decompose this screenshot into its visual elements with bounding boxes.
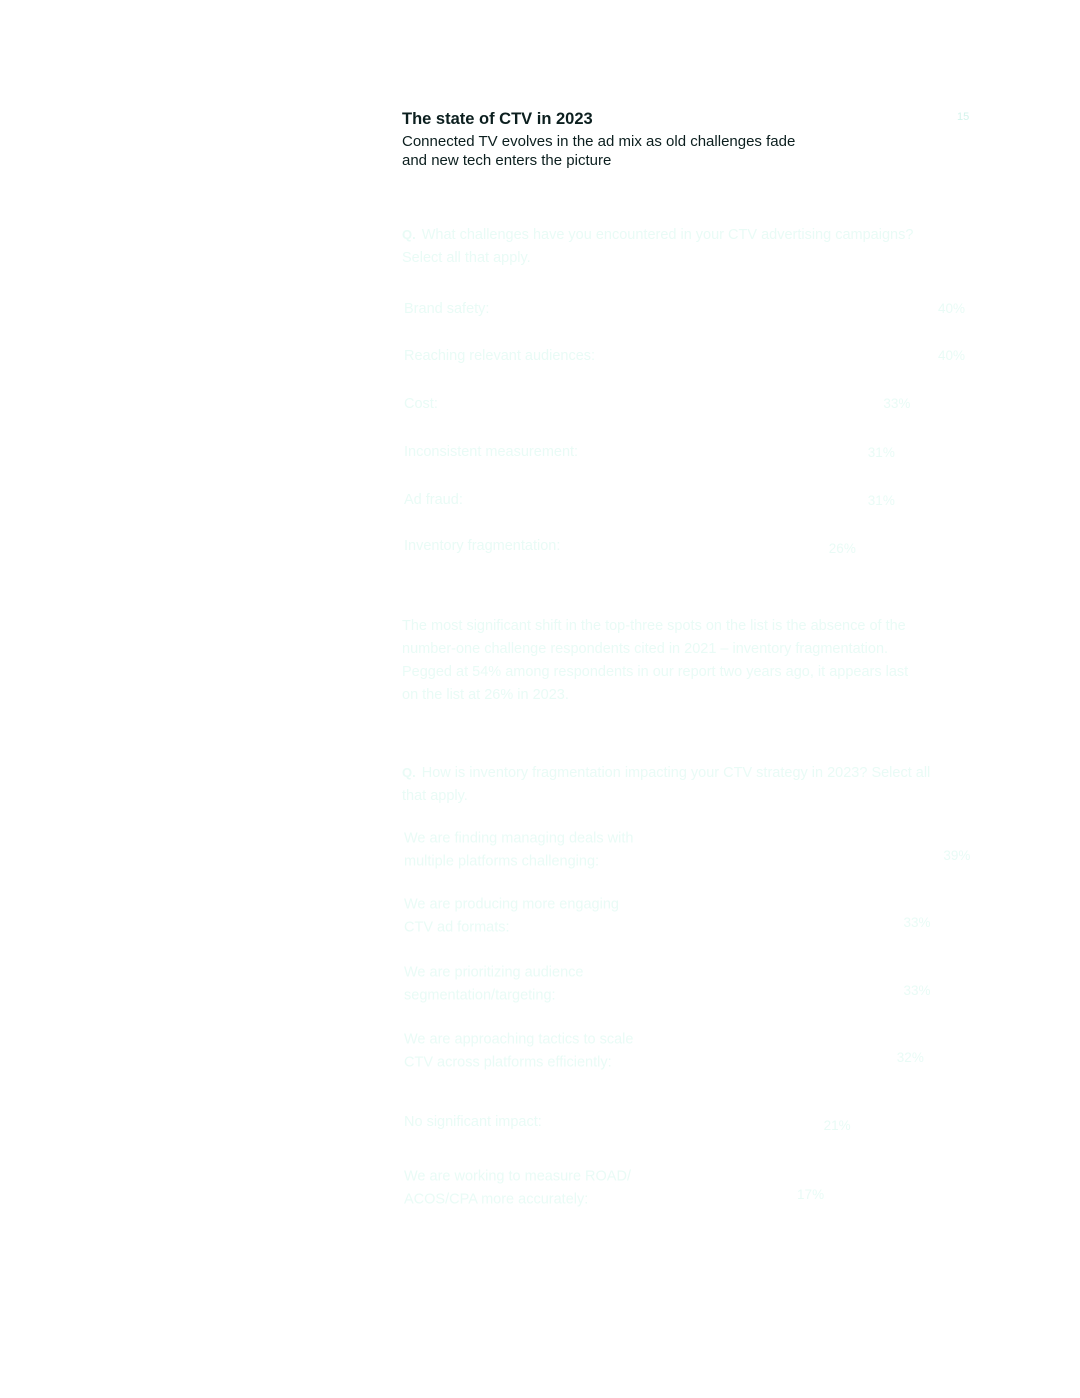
chart2-value-label-1: 33% — [903, 915, 931, 930]
chart1-value-label-1: 40% — [938, 348, 966, 363]
digiday-logo: DIGIDAY — [110, 108, 173, 125]
mntn-logo-text: mntn — [228, 106, 272, 125]
chart2-category-label-1: We are producing more engaging CTV ad formats: — [404, 896, 619, 936]
chart2-category-label-4: No significant impact: — [404, 1114, 542, 1130]
chart2-category-label-0: We are finding managing deals with multiple platforms challenging: — [404, 830, 634, 870]
page-subtitle-line1: Connected TV evolves in the ad mix as old challenges fade — [402, 133, 796, 150]
question-1-marker: Q. — [402, 227, 416, 242]
chart2-category-label-3: We are approaching tactics to scale CTV across platforms efficiently: — [404, 1031, 634, 1071]
chart2-value-label-5: 17% — [797, 1187, 825, 1202]
chart2-category-label-5: We are working to measure ROAD/ ACOS/CPA more accurately: — [404, 1168, 631, 1208]
chart1-value-label-3: 31% — [867, 445, 895, 460]
chart1-value-label-4: 31% — [867, 493, 895, 508]
question-2-line1: How is inventory fragmentation impacting your CTV strategy in 2023? Select all — [421, 765, 931, 781]
chart1-category-label-1: Reaching relevant audiences: — [404, 348, 596, 364]
paragraph-line3: Pegged at 54% among respondents in our report two years ago, it appears last — [402, 664, 909, 680]
paragraph-line4: on the list at 26% in 2023. — [402, 687, 569, 703]
question-2-marker: Q. — [402, 765, 416, 780]
chart1-value-label-5: 26% — [828, 541, 856, 556]
footer-mntn-m-glyph-icon — [899, 1332, 911, 1342]
chart2-value-label-0: 39% — [943, 848, 971, 863]
chart1-value-label-0: 40% — [938, 301, 966, 316]
chart1-value-label-2: 33% — [883, 396, 911, 411]
paragraph-line1: The most significant shift in the top-three spots on the list is the absence of the — [402, 618, 906, 634]
logo-separator: | — [186, 110, 190, 124]
chart1-category-label-3: Inconsistent measurement: — [404, 444, 579, 460]
paragraph-line2: number-one challenge respondents cited in 2021 – inventory fragmentation. — [402, 641, 889, 657]
question-1-line1: What challenges have you encountered in your CTV advertising campaigns? — [421, 227, 914, 243]
page-number: 15 — [957, 111, 970, 123]
footer-mntn-logo-text: mntn — [921, 1327, 965, 1346]
chart1-category-label-0: Brand safety: — [404, 301, 490, 317]
footer-mntn-m-icon — [895, 1327, 915, 1347]
chart1-category-label-4: Ad fraud: — [404, 492, 463, 508]
question-2-line2: that apply. — [402, 788, 468, 804]
chart2-value-label-4: 21% — [823, 1118, 851, 1133]
chart2-value-label-3: 32% — [896, 1050, 924, 1065]
question-1-line2: Select all that apply. — [402, 250, 531, 266]
chart2-value-label-2: 33% — [903, 983, 931, 998]
chart1-category-label-5: Inventory fragmentation: — [404, 538, 561, 554]
page-subtitle-line2: and new tech enters the picture — [402, 152, 612, 169]
chart1-category-label-2: Cost: — [404, 396, 438, 412]
chart2-category-label-2: We are prioritizing audience segmentation/targeting: — [404, 964, 584, 1004]
watermark-logo-icon — [10, 1364, 46, 1390]
page-title: The state of CTV in 2023 — [402, 110, 593, 128]
watermark-text: 大数跨境 — [52, 1372, 136, 1394]
